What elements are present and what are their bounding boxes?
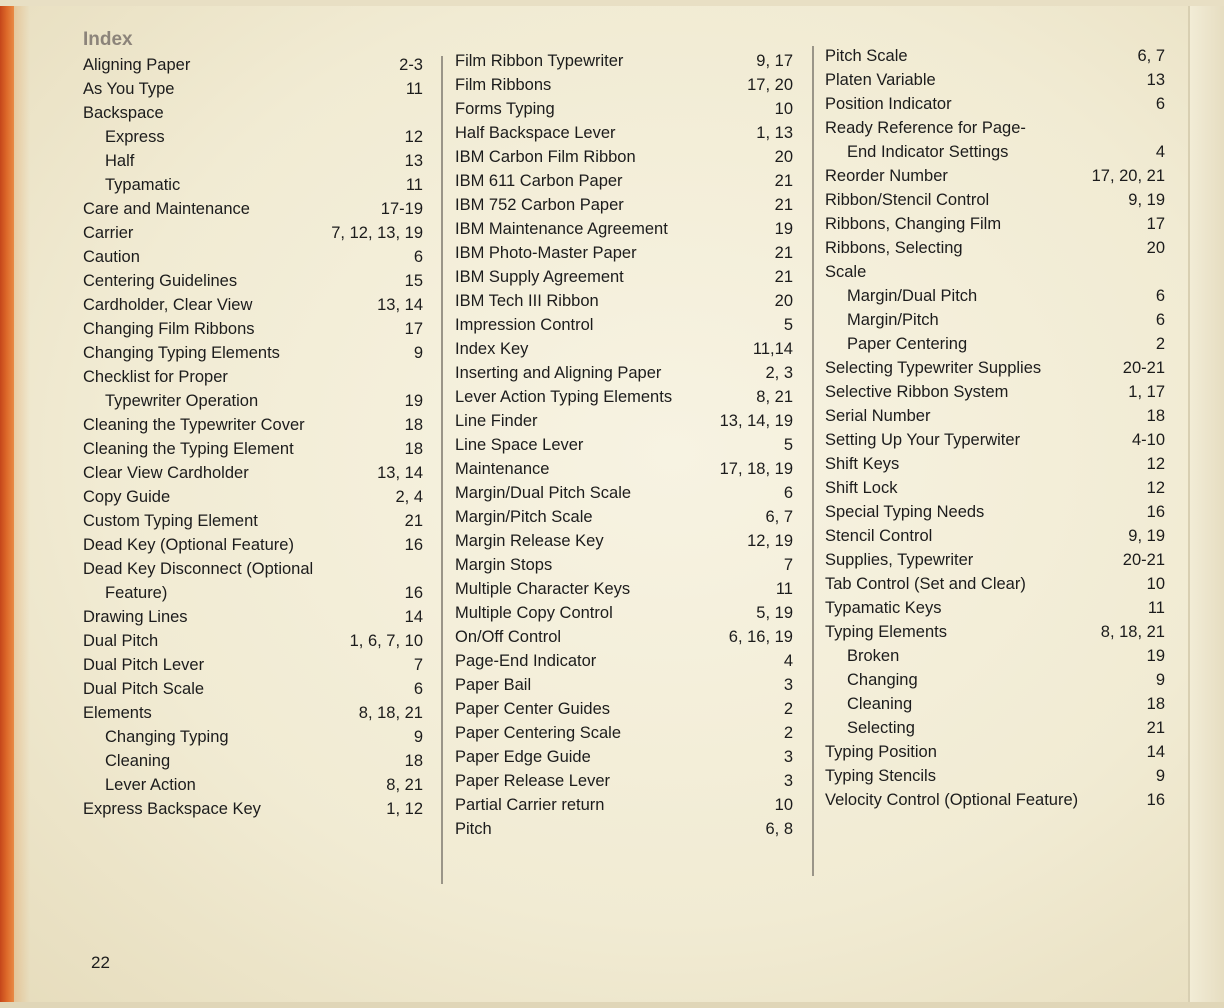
index-term: Supplies, Typewriter (825, 551, 974, 569)
index-term: Multiple Copy Control (455, 604, 613, 622)
index-entry (825, 740, 1165, 764)
index-term: Tab Control (Set and Clear) (825, 575, 1026, 593)
index-entry (455, 817, 793, 841)
index-term: Changing (847, 671, 918, 689)
index-entry (455, 601, 793, 625)
index-page-refs: 9 (413, 728, 423, 746)
index-page-refs: 18 (404, 416, 423, 434)
index-page-refs: 13, 14 (377, 464, 423, 482)
index-term: Typing Position (825, 743, 937, 761)
index-entry (455, 145, 793, 169)
bottom-page-edge (0, 1002, 1224, 1008)
index-page-refs: 19 (404, 392, 423, 410)
column-divider-2 (812, 46, 814, 876)
index-term: Paper Edge Guide (455, 748, 591, 766)
index-page-refs: 13 (1146, 71, 1165, 89)
index-page-refs: 9, 19 (1128, 191, 1165, 209)
index-entry (455, 793, 793, 817)
index-entry (825, 428, 1165, 452)
index-page-refs: 12 (1146, 479, 1165, 497)
index-page-refs: 6 (1155, 95, 1165, 113)
index-term: IBM Supply Agreement (455, 268, 624, 286)
index-term: Selective Ribbon System (825, 383, 1009, 401)
index-term: Pitch Scale (825, 47, 908, 65)
index-page-refs: 16 (1146, 503, 1165, 521)
index-entry (825, 188, 1165, 212)
index-term: Ribbon/Stencil Control (825, 191, 990, 209)
index-term: Care and Maintenance (83, 200, 250, 218)
index-term: Serial Number (825, 407, 931, 425)
index-entry (83, 293, 423, 317)
index-entry (455, 649, 793, 673)
index-page-refs: 17 (404, 320, 423, 338)
index-entry (83, 653, 423, 677)
index-term: Cleaning the Typing Element (83, 440, 294, 458)
index-page-refs: 6 (413, 248, 423, 266)
index-term: Cleaning the Typewriter Cover (83, 416, 305, 434)
index-entry (455, 241, 793, 265)
index-page-refs: 17, 20, 21 (1091, 167, 1165, 185)
index-term: Aligning Paper (83, 56, 191, 74)
index-entry (83, 773, 423, 797)
index-entry (83, 701, 423, 725)
index-term: Dual Pitch Lever (83, 656, 205, 674)
index-entry (455, 337, 793, 361)
index-term: Stencil Control (825, 527, 933, 545)
column-divider-1 (441, 56, 443, 884)
index-page-refs: 15 (404, 272, 423, 290)
index-page-refs: 5 (783, 316, 793, 334)
index-page-refs: 8, 21 (386, 776, 423, 794)
index-term: Margin/Pitch Scale (455, 508, 593, 526)
index-term: IBM Photo-Master Paper (455, 244, 637, 262)
index-term: Dead Key Disconnect (Optional (83, 560, 314, 578)
index-page-refs: 10 (774, 796, 793, 814)
index-page-refs: 4-10 (1131, 431, 1165, 449)
index-term: Typamatic (105, 176, 181, 194)
index-term: Shift Keys (825, 455, 900, 473)
index-term: Paper Centering Scale (455, 724, 622, 742)
index-term: Platen Variable (825, 71, 936, 89)
index-entry (83, 317, 423, 341)
index-entry (455, 217, 793, 241)
index-term: Paper Bail (455, 676, 532, 694)
index-entry (83, 581, 423, 605)
index-term: IBM Tech III Ribbon (455, 292, 599, 310)
index-page-refs: 6 (413, 680, 423, 698)
index-term: IBM Maintenance Agreement (455, 220, 668, 238)
index-term: Typing Stencils (825, 767, 936, 785)
index-term: Lever Action Typing Elements (455, 388, 673, 406)
index-entry (455, 625, 793, 649)
index-page-refs: 11 (405, 80, 423, 98)
index-page-refs: 18 (1146, 407, 1165, 425)
index-term: Impression Control (455, 316, 594, 334)
index-entry (83, 509, 423, 533)
index-page-refs: 5 (783, 436, 793, 454)
index-page-refs: 7 (783, 556, 793, 574)
index-page-refs: 17, 18, 19 (719, 460, 793, 478)
index-page-refs: 18 (404, 440, 423, 458)
index-heading: Index (83, 29, 133, 50)
index-term: Elements (83, 704, 152, 722)
index-page-refs: 21 (774, 196, 793, 214)
spine-shadow (14, 0, 30, 1008)
index-page-refs: 11 (1147, 599, 1165, 617)
index-term: Custom Typing Element (83, 512, 258, 530)
index-entry (825, 44, 1165, 68)
index-page-refs: 10 (774, 100, 793, 118)
index-entry (455, 433, 793, 457)
index-page-refs: 20 (774, 148, 793, 166)
index-entry (455, 769, 793, 793)
index-entry (825, 164, 1165, 188)
index-entry (83, 221, 423, 245)
index-page-refs: 1, 13 (756, 124, 793, 142)
index-entry (83, 125, 423, 149)
index-term: IBM Carbon Film Ribbon (455, 148, 636, 166)
index-term: Checklist for Proper (83, 368, 228, 386)
index-page-refs: 12 (404, 128, 423, 146)
index-entry (825, 500, 1165, 524)
index-page-refs: 11,14 (752, 340, 793, 358)
index-page-refs: 19 (1146, 647, 1165, 665)
index-term: Velocity Control (Optional Feature) (825, 791, 1079, 809)
index-entry (825, 764, 1165, 788)
index-term: Broken (847, 647, 900, 665)
index-entry (83, 197, 423, 221)
index-page-refs: 21 (1146, 719, 1165, 737)
index-entry (825, 476, 1165, 500)
index-entry (83, 413, 423, 437)
index-page-refs: 6 (1155, 287, 1165, 305)
index-term: Cardholder, Clear View (83, 296, 253, 314)
index-page-refs: 9 (413, 344, 423, 362)
index-term: Multiple Character Keys (455, 580, 631, 598)
index-entry (825, 92, 1165, 116)
index-entry (825, 620, 1165, 644)
index-entry (825, 716, 1165, 740)
index-entry (825, 452, 1165, 476)
index-page-refs: 13 (404, 152, 423, 170)
index-entry (455, 385, 793, 409)
index-entry (455, 265, 793, 289)
index-entry (83, 677, 423, 701)
index-entry (825, 788, 1165, 812)
index-entry (83, 725, 423, 749)
index-entry (83, 149, 423, 173)
index-entry (83, 749, 423, 773)
index-page-refs: 8, 18, 21 (1100, 623, 1165, 641)
index-term: Dead Key (Optional Feature) (83, 536, 294, 554)
index-entry (83, 605, 423, 629)
page-edge (1188, 0, 1224, 1008)
index-page-refs: 6, 7 (765, 508, 793, 526)
index-entry (455, 49, 793, 73)
index-term: Partial Carrier return (455, 796, 605, 814)
index-entry (825, 284, 1165, 308)
index-term: Paper Centering (847, 335, 968, 353)
index-entry (455, 361, 793, 385)
index-page-refs: 21 (774, 268, 793, 286)
index-page-refs: 20-21 (1122, 359, 1165, 377)
index-term: Inserting and Aligning Paper (455, 364, 662, 382)
index-page-refs: 11 (775, 580, 793, 598)
index-page-refs: 6, 16, 19 (728, 628, 793, 646)
index-entry (455, 553, 793, 577)
index-entry (455, 193, 793, 217)
index-page-refs: 1, 12 (386, 800, 423, 818)
index-term: Shift Lock (825, 479, 898, 497)
index-page-refs: 6 (1155, 311, 1165, 329)
index-term: Line Finder (455, 412, 538, 430)
index-entry (455, 697, 793, 721)
index-term: Reorder Number (825, 167, 948, 185)
index-term: Dual Pitch Scale (83, 680, 205, 698)
index-entry (455, 313, 793, 337)
index-page-refs: 12, 19 (747, 532, 793, 550)
index-entry (83, 173, 423, 197)
index-term: Line Space Lever (455, 436, 584, 454)
index-term: Dual Pitch (83, 632, 159, 650)
index-term: Special Typing Needs (825, 503, 985, 521)
index-entry (825, 308, 1165, 332)
index-term: Margin Release Key (455, 532, 604, 550)
index-page-refs: 6 (783, 484, 793, 502)
index-term: Changing Typing Elements (83, 344, 280, 362)
index-page-refs: 20 (1146, 239, 1165, 257)
index-page-refs: 14 (1146, 743, 1165, 761)
index-page-refs: 4 (783, 652, 793, 670)
index-entry (455, 481, 793, 505)
index-page-refs: 8, 18, 21 (358, 704, 423, 722)
index-term: Clear View Cardholder (83, 464, 249, 482)
index-entry (83, 389, 423, 413)
index-term: Half (105, 152, 135, 170)
index-entry (825, 692, 1165, 716)
index-entry (825, 644, 1165, 668)
index-entry (825, 596, 1165, 620)
index-entry (825, 68, 1165, 92)
index-page-refs: 17 (1146, 215, 1165, 233)
index-page-refs: 18 (1146, 695, 1165, 713)
index-entry (83, 437, 423, 461)
index-page-refs: 2 (1155, 335, 1165, 353)
index-term: Film Ribbon Typewriter (455, 52, 624, 70)
index-term: Maintenance (455, 460, 550, 478)
index-term: Margin/Pitch (847, 311, 939, 329)
index-term: Scale (825, 263, 867, 281)
index-page-refs: 6, 8 (765, 820, 793, 838)
index-entry (83, 245, 423, 269)
index-entry (83, 53, 423, 77)
index-entry (455, 457, 793, 481)
index-term: Ribbons, Changing Film (825, 215, 1002, 233)
index-term: Express Backspace Key (83, 800, 261, 818)
index-entry (825, 404, 1165, 428)
index-page-refs: 3 (783, 676, 793, 694)
index-page-refs: 17, 20 (747, 76, 793, 94)
index-term: Changing Typing (105, 728, 229, 746)
index-entry (825, 356, 1165, 380)
index-term: Pitch (455, 820, 492, 838)
index-page-refs: 8, 21 (756, 388, 793, 406)
index-page-refs: 9, 19 (1128, 527, 1165, 545)
index-term: Typewriter Operation (105, 392, 259, 410)
index-term: Margin/Dual Pitch Scale (455, 484, 632, 502)
index-page-refs: 6, 7 (1137, 47, 1165, 65)
index-term: Selecting (847, 719, 915, 737)
index-entry (83, 485, 423, 509)
index-term: On/Off Control (455, 628, 562, 646)
index-term: IBM 611 Carbon Paper (455, 172, 623, 190)
index-term: As You Type (83, 80, 175, 98)
index-entry (455, 73, 793, 97)
index-entry (83, 461, 423, 485)
index-term: Typamatic Keys (825, 599, 942, 617)
index-page-refs: 7 (413, 656, 423, 674)
index-page-refs: 20-21 (1122, 551, 1165, 569)
index-page-refs: 1, 6, 7, 10 (349, 632, 423, 650)
index-term: Express (105, 128, 165, 146)
index-entry (455, 721, 793, 745)
index-term: Carrier (83, 224, 134, 242)
index-term: Index Key (455, 340, 529, 358)
index-entry (825, 236, 1165, 260)
index-term: Drawing Lines (83, 608, 188, 626)
index-entry (455, 529, 793, 553)
index-page-refs: 2, 3 (765, 364, 793, 382)
index-entry (825, 212, 1165, 236)
index-term: Centering Guidelines (83, 272, 238, 290)
index-term: End Indicator Settings (847, 143, 1009, 161)
index-page-refs: 2, 4 (395, 488, 423, 506)
index-entry (825, 260, 1165, 284)
index-entry (455, 97, 793, 121)
index-term: Margin/Dual Pitch (847, 287, 978, 305)
index-page-refs: 20 (774, 292, 793, 310)
index-page-refs: 14 (404, 608, 423, 626)
index-page-refs: 12 (1146, 455, 1165, 473)
index-page-refs: 2-3 (399, 56, 423, 74)
index-page-refs: 16 (404, 536, 423, 554)
index-term: Cleaning (847, 695, 913, 713)
index-term: Half Backspace Lever (455, 124, 616, 142)
index-entry (455, 745, 793, 769)
index-page-refs: 18 (404, 752, 423, 770)
index-term: Lever Action (105, 776, 196, 794)
index-entry (83, 341, 423, 365)
index-entry (825, 380, 1165, 404)
index-entry (83, 269, 423, 293)
index-entry (83, 365, 423, 389)
index-entry (455, 505, 793, 529)
index-page-refs: 21 (774, 244, 793, 262)
index-page-refs: 9 (1155, 671, 1165, 689)
index-entry (825, 140, 1165, 164)
book-spine-edge (0, 0, 14, 1008)
index-page-refs: 3 (783, 748, 793, 766)
index-entry (83, 797, 423, 821)
index-page-refs: 13, 14 (377, 296, 423, 314)
index-page-refs: 19 (774, 220, 793, 238)
index-term: Page-End Indicator (455, 652, 597, 670)
index-page-refs: 16 (404, 584, 423, 602)
index-term: Film Ribbons (455, 76, 552, 94)
index-page-refs: 3 (783, 772, 793, 790)
index-page-refs: 9 (1155, 767, 1165, 785)
index-page-refs: 11 (405, 176, 423, 194)
index-entry (825, 572, 1165, 596)
index-entry (825, 668, 1165, 692)
index-page-refs: 17-19 (380, 200, 423, 218)
index-term: Cleaning (105, 752, 171, 770)
index-term: IBM 752 Carbon Paper (455, 196, 624, 214)
index-page-refs: 21 (404, 512, 423, 530)
index-term: Paper Release Lever (455, 772, 611, 790)
index-page-refs: 13, 14, 19 (719, 412, 793, 430)
index-entry (825, 116, 1165, 140)
index-entry (83, 533, 423, 557)
index-entry (83, 629, 423, 653)
index-term: Feature) (105, 584, 168, 602)
index-page-refs: 16 (1146, 791, 1165, 809)
index-entry (825, 548, 1165, 572)
index-term: Selecting Typewriter Supplies (825, 359, 1042, 377)
index-term: Caution (83, 248, 140, 266)
index-term: Ready Reference for Page- (825, 119, 1026, 137)
index-term: Copy Guide (83, 488, 171, 506)
index-page-refs: 21 (774, 172, 793, 190)
index-entry (83, 77, 423, 101)
index-page-refs: 2 (783, 724, 793, 742)
index-term: Typing Elements (825, 623, 947, 641)
page-number: 22 (91, 953, 110, 972)
index-term: Setting Up Your Typerwiter (825, 431, 1021, 449)
index-entry (83, 557, 423, 581)
index-term: Ribbons, Selecting (825, 239, 963, 257)
index-term: Changing Film Ribbons (83, 320, 255, 338)
index-term: Forms Typing (455, 100, 555, 118)
index-entry (455, 121, 793, 145)
index-term: Paper Center Guides (455, 700, 611, 718)
index-entry (455, 169, 793, 193)
index-entry (455, 673, 793, 697)
index-page-refs: 9, 17 (756, 52, 793, 70)
top-page-edge (0, 0, 1224, 6)
index-entry (825, 332, 1165, 356)
index-page-refs: 7, 12, 13, 19 (331, 224, 423, 242)
index-page-refs: 1, 17 (1128, 383, 1165, 401)
index-entry (455, 409, 793, 433)
index-page-refs: 4 (1155, 143, 1165, 161)
index-entry (455, 577, 793, 601)
index-term: Position Indicator (825, 95, 952, 113)
index-page-refs: 5, 19 (756, 604, 793, 622)
index-entry (455, 289, 793, 313)
index-entry (83, 101, 423, 125)
index-page-refs: 10 (1146, 575, 1165, 593)
index-entry (825, 524, 1165, 548)
index-term: Backspace (83, 104, 164, 122)
index-term: Margin Stops (455, 556, 553, 574)
index-page-refs: 2 (783, 700, 793, 718)
